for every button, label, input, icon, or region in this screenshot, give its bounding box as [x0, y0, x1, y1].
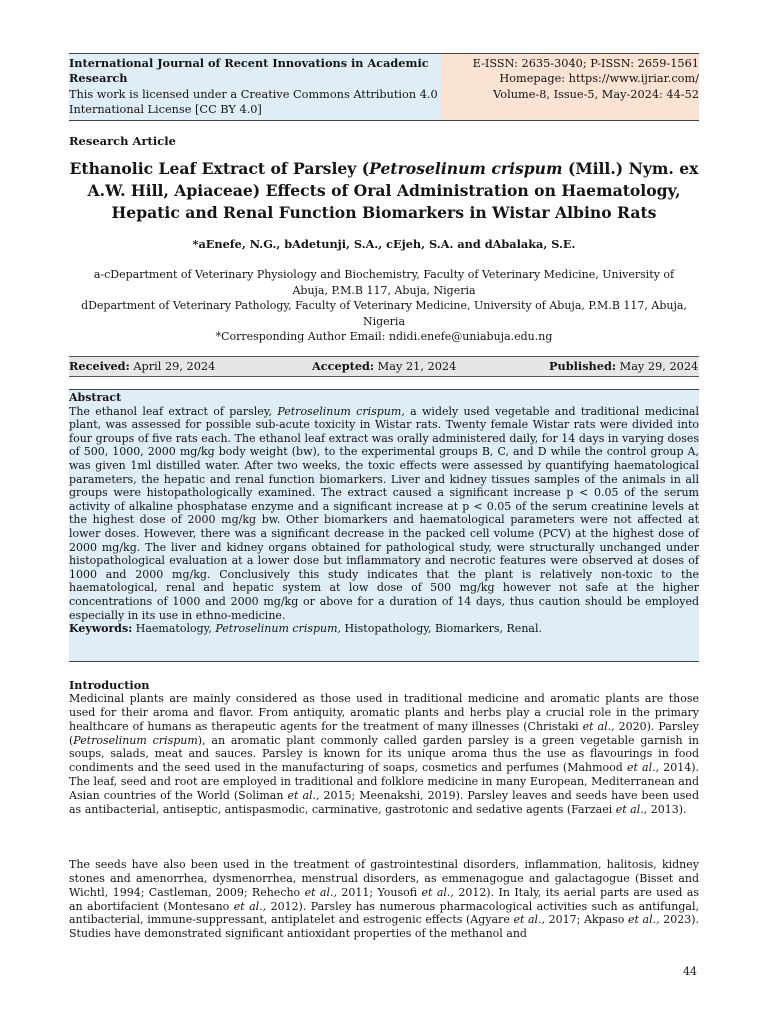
title-part1: Ethanolic Leaf Extract of Parsley ( [69, 159, 370, 178]
title-part2: (Mill.) Nym. ex [562, 159, 699, 178]
affiliation-line3: dDepartment of Veterinary Pathology, Faculty of Veterinary Medicine, University of Abuja, P.M.B 117, Abuja, [81, 299, 687, 312]
affiliation-line1: a-cDepartment of Veterinary Physiology and Biochemistry, Faculty of Veterinary Medicine, University of [93, 268, 675, 281]
journal-meta [441, 54, 699, 120]
corresponding-author: *Corresponding Author Email: ndidi.enefe@uniabuja.edu.ng [215, 330, 553, 343]
journal-info [69, 54, 441, 120]
introduction-paragraph-1: Medicinal plants are mainly considered as those used in traditional medicine and aromatic plants are those used for their aroma and flavor. From antiquity, aromatic plants and herbs play a crucial role in the primary healthcare of humans as therapeutic agents for the treatment of many illnesses (Christaki et al., 2020). Parsley (Petroselinum crispum), an aromatic plant commonly called garden parsley is a green vegetable garnish in soups, salads, meat and sauces. Parsley is known for its unique aroma thus the use as flavourings in food condiments and the seed used in the manufacturing of soaps, cosmetics and perfumes (Mahmood et al., 2014). The leaf, seed and root are employed in traditional and folklore medicine in many European, Mediterranean and Asian countries of the World (Soliman et al., 2015; Meenakshi, 2019). Parsley leaves and seeds have been used as antibacterial, antiseptic, antispasmodic, carminative, gastrotonic and sedative agents (Farzaei et al., 2013). [69, 692, 700, 816]
page-number: 44 [683, 965, 697, 978]
title-line2: A.W. Hill, Apiaceae) Effects of Oral Administration on Haematology, [87, 181, 681, 200]
article-title [69, 158, 699, 224]
accepted-date: Accepted: May 21, 2024 [312, 359, 457, 373]
affiliations [69, 267, 699, 345]
abstract-box [69, 389, 699, 662]
introduction-heading: Introduction [69, 678, 150, 692]
license-line2: International License [CC BY 4.0] [69, 102, 262, 116]
introduction-paragraph-2: The seeds have also been used in the treatment of gastrointestinal disorders, inflammation, halitosis, kidney stones and amenorrhea, dysmenorrhea, menstrual disorders, as emmenagogue and galactagogue (Bisset and Wichtl, 1994; Castleman, 2009; Rehecho et al., 2011; Yousofi et al., 2012). In Italy, its aerial parts are used as an abortifacient (Montesano et al., 2012). Parsley has numerous pharmacological activities such as antifungal, antibacterial, immune-suppressant, antiplatelet and estrogenic effects (Agyare et al., 2017; Akpaso et al., 2023). Studies have demonstrated significant antioxidant properties of the methanol and [69, 858, 700, 941]
abstract-text: The ethanol leaf extract of parsley, Petroselinum crispum, a widely used vegetable and traditional medicinal plant, was assessed for possible sub-acute toxicity in Wistar rats. Twenty female Wistar rats were divided into four groups of five rats each. The ethanol leaf extract was orally administered daily, for 14 days in varying doses of 500, 1000, 2000 mg/kg body weight (bw), to the experimental groups B, C, and D while the control group A, was given 1ml distilled water. After two weeks, the toxic effects were assessed by quantifying haematological parameters, the hepatic and renal function biomarkers. Liver and kidney tissues samples of the animals in all groups were histopathologically examined. The extract caused a significant increase p < 0.05 of the serum activity of alkaline phosphatase enzyme and a significant increase at p < 0.05 of the serum creatinine levels at the highest dose of 2000 mg/kg bw. Other biomarkers and haematological parameters were not affected at lower doses. However, there was a significant decrease in the packed cell volume (PCV) at the highest dose of 2000 mg/kg. The liver and kidney organs obtained for pathological study, were structurally unchanged under histopathological evaluation at a lower dose but inflammatory and necrotic features were observed at doses of 1000 and 2000 mg/kg. Conclusively this study indicates that the plant is relatively non-toxic to the haematological, renal and hepatic system at low dose of 500 mg/kg however not safe at the higher concentrations of 1000 and 2000 mg/kg or above for a duration of 14 days, thus caution should be employed especially in its use in ethno-medicine. [69, 404, 699, 622]
published-date: Published: May 29, 2024 [549, 359, 699, 373]
title-species: Petroselinum crispum [369, 159, 563, 178]
affiliation-line4: Nigeria [362, 314, 406, 328]
title-line3: Hepatic and Renal Function Biomarkers in Wistar Albino Rats [111, 203, 657, 222]
keywords: Keywords: Haematology, Petroselinum crispum, Histopathology, Biomarkers, Renal. [69, 622, 542, 636]
article-type: Research Article [69, 134, 176, 148]
journal-header [69, 53, 699, 121]
volume-issue: Volume-8, Issue-5, May-2024: 44-52 [493, 87, 699, 101]
received-date: Received: April 29, 2024 [69, 359, 216, 373]
abstract-heading: Abstract [69, 391, 122, 404]
homepage-link[interactable]: Homepage: https://www.ijriar.com/ [499, 72, 699, 86]
license-line1: This work is licensed under a Creative Commons Attribution 4.0 [69, 87, 438, 101]
journal-name-line1: International Journal of Recent Innovations in Academic [69, 56, 429, 70]
issn: E-ISSN: 2635-3040; P-ISSN: 2659-1561 [472, 57, 699, 70]
dates-bar [69, 356, 699, 377]
affiliation-line2: Abuja, P.M.B 117, Abuja, Nigeria [292, 283, 476, 297]
journal-name-line2: Research [69, 71, 128, 86]
author-list: *aEnefe, N.G., bAdetunji, S.A., cEjeh, S.A. and dAbalaka, S.E. [192, 237, 576, 251]
